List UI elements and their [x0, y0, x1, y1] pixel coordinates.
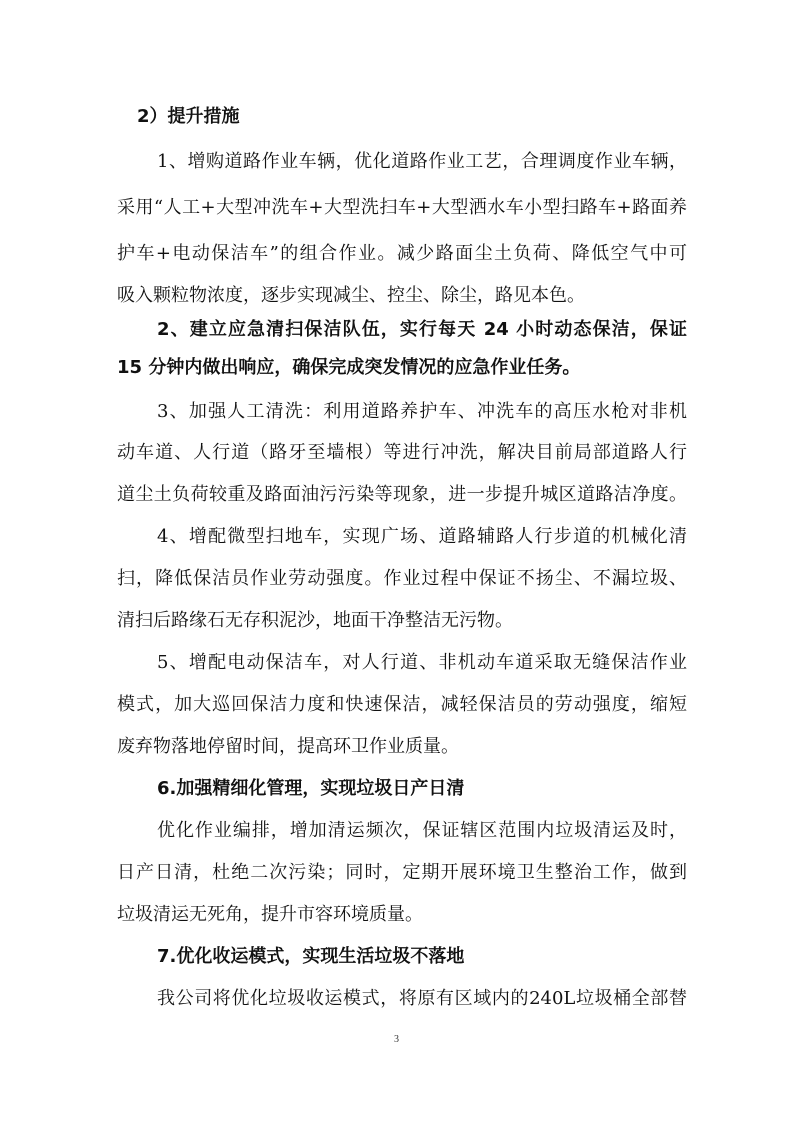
item2-line1: 2、建立应急清扫保洁队伍，实行每天 24 小时动态保洁，保证: [157, 319, 687, 340]
item5-line2: 模式，加大巡回保洁力度和快速保洁，减轻保洁员的劳动强度，缩短: [117, 694, 687, 715]
item1-line1: 1、增购道路作业车辆，优化道路作业工艺，合理调度作业车辆，: [157, 151, 687, 172]
item3-line3: 道尘土负荷较重及路面油污污染等现象，进一步提升城区道路洁净度。: [117, 484, 687, 505]
item5-line1: 5、增配电动保洁车，对人行道、非机动车道采取无缝保洁作业: [157, 652, 687, 673]
item3-line1: 3、加强人工清洗：利用道路养护车、冲洗车的高压水枪对非机: [157, 401, 687, 422]
item5-line3: 废弃物落地停留时间，提高环卫作业质量。: [117, 736, 459, 757]
section-heading: 2）提升措施: [137, 106, 240, 127]
heading-6: 6.加强精细化管理，实现垃圾日产日清: [157, 778, 465, 799]
para7-line1: 我公司将优化垃圾收运模式，将原有区域内的240L垃圾桶全部替: [157, 988, 687, 1009]
para6-line1: 优化作业编排，增加清运频次，保证辖区范围内垃圾清运及时，: [157, 820, 687, 841]
item4-line2: 扫，降低保洁员作业劳动强度。作业过程中保证不扬尘、不漏垃圾、: [117, 568, 687, 589]
item4-line3: 清扫后路缘石无存积泥沙，地面干净整洁无污物。: [117, 610, 513, 631]
item2-line2: 15 分钟内做出响应，确保完成突发情况的应急作业任务。: [117, 357, 581, 378]
item3-line2: 动车道、人行道（路牙至墙根）等进行冲洗，解决目前局部道路人行: [117, 442, 687, 463]
page-number: 3: [394, 1034, 399, 1045]
para6-line2: 日产日清，杜绝二次污染；同时，定期开展环境卫生整治工作，做到: [117, 862, 687, 883]
para6-line3: 垃圾清运无死角，提升市容环境质量。: [117, 904, 423, 925]
item4-line1: 4、增配微型扫地车，实现广场、道路辅路人行步道的机械化清: [157, 526, 687, 547]
item1-line2: 采用“人工+大型冲洗车+大型洗扫车+大型洒水车小型扫路车+路面养: [117, 197, 687, 218]
heading-7: 7.优化收运模式，实现生活垃圾不落地: [157, 946, 465, 967]
item1-line4: 吸入颗粒物浓度，逐步实现减尘、控尘、除尘，路见本色。: [117, 285, 585, 306]
item1-line3: 护车+电动保洁车”的组合作业。减少路面尘土负荷、降低空气中可: [117, 243, 687, 264]
